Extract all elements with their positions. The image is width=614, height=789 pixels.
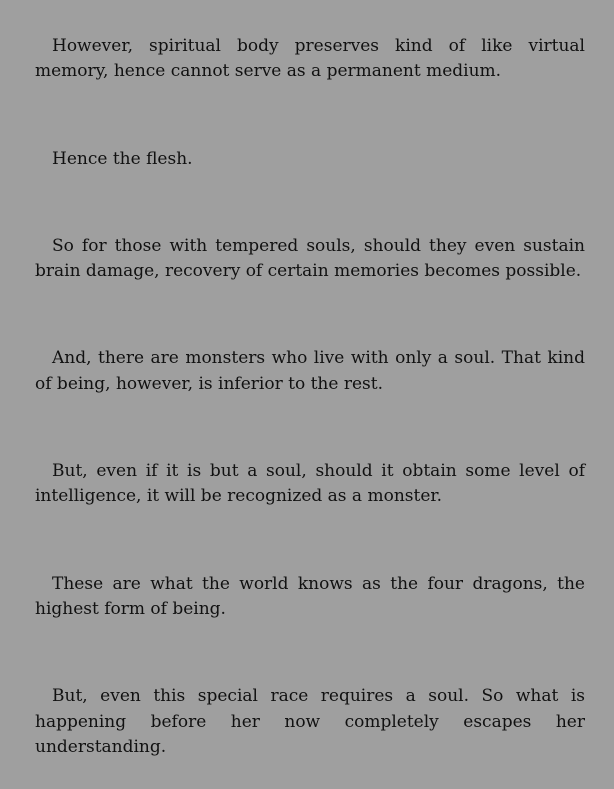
paragraph-1: However, spiritual body preserves kind of like virtual memory, hence cannot serve as a permanent medium. xyxy=(35,36,585,82)
paragraph-7: But, even this special race requires a soul. So what is happening before her now completely escapes her understanding. xyxy=(35,686,585,757)
paragraph-5: But, even if it is but a soul, should it obtain some level of intelligence, it will be recognized as a monster. xyxy=(35,461,585,507)
paragraph-spacer xyxy=(35,85,585,147)
paragraph-spacer xyxy=(35,397,585,459)
paragraph-spacer xyxy=(35,510,585,572)
paragraph-spacer xyxy=(35,622,585,684)
paragraph-spacer xyxy=(35,172,585,234)
paragraph-4: And, there are monsters who live with only a soul. That kind of being, however, is inferior to the rest. xyxy=(35,348,585,394)
reading-page xyxy=(35,34,585,760)
paragraph-6: These are what the world knows as the four dragons, the highest form of being. xyxy=(35,573,585,619)
paragraph-3: So for those with tempered souls, should they even sustain brain damage, recovery of certain memories becomes possible. xyxy=(35,235,585,282)
paragraph-spacer xyxy=(35,284,585,346)
paragraph-2: Hence the flesh. xyxy=(52,148,193,169)
